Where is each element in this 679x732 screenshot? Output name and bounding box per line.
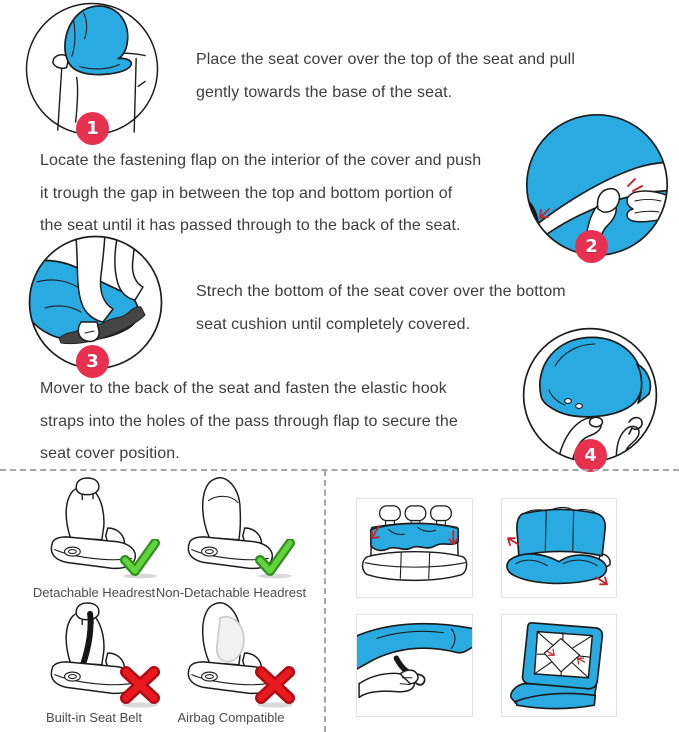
step2-badge: 2 — [575, 230, 608, 263]
bench-fully-covered-icon — [502, 499, 616, 597]
step2-text — [40, 145, 481, 243]
step1-illustration — [24, 1, 160, 137]
rear-straps-crossed-icon — [502, 615, 616, 716]
step3-line1: Strech the bottom of the seat cover over the bottom — [196, 283, 566, 300]
compat-figure-built-in-seat-belt — [28, 602, 160, 725]
step4-illustration — [521, 326, 659, 464]
step4-line2: straps into the holes of the pass through flap to secure the — [40, 412, 458, 430]
step4-badge: 4 — [574, 439, 607, 472]
step4-text — [40, 373, 458, 471]
gallery-box-rear-straps — [501, 614, 617, 717]
compat-label: Built-in Seat Belt — [45, 710, 143, 725]
step2-illustration — [524, 112, 670, 258]
step1-badge: 1 — [76, 112, 109, 145]
step3-line2: seat cushion until completely covered. — [196, 315, 471, 333]
step1-line2: gently towards the base of the seat. — [196, 83, 453, 101]
step4-line3: seat cover position. — [40, 445, 180, 462]
compat-label: Non-Detachable Headrest — [155, 585, 307, 600]
green-check-icon — [254, 539, 296, 579]
column-divider-line — [324, 470, 326, 732]
step3-badge: 3 — [76, 345, 109, 378]
step4-line1: Mover to the back of the seat and fasten the elastic hook — [40, 380, 447, 397]
compat-figure-detachable-headrest — [28, 477, 160, 600]
step1-line1: Place the seat cover over the top of the seat and pull — [196, 51, 575, 68]
gallery-box-bench-fully-covered — [501, 498, 617, 598]
section-divider-line — [0, 469, 679, 471]
step3-text — [196, 276, 566, 341]
compat-figure-non-detachable-headrest — [156, 477, 306, 600]
gallery-box-hook-strap — [356, 614, 473, 717]
pull-cover-over-bench-backrest-icon — [357, 499, 472, 597]
step2-line1: Locate the fastening flap on the interior of the cover and push — [40, 152, 482, 169]
step2-line2: it trough the gap in between the top and bottom portion of — [40, 184, 453, 202]
compat-figure-airbag — [156, 602, 306, 725]
step2-line3: the seat until it has passed through to the back of the seat. — [40, 217, 461, 234]
hook-strap-under-bench-edge-icon — [357, 615, 472, 716]
compat-label: Detachable Headrest — [32, 585, 156, 600]
gallery-box-pull-cover-over-bench — [356, 498, 473, 598]
compat-label: Airbag Compatible — [177, 710, 285, 725]
step1-text — [196, 44, 575, 109]
red-cross-icon — [252, 664, 298, 708]
green-check-icon — [119, 539, 161, 579]
step3-illustration — [27, 234, 164, 371]
